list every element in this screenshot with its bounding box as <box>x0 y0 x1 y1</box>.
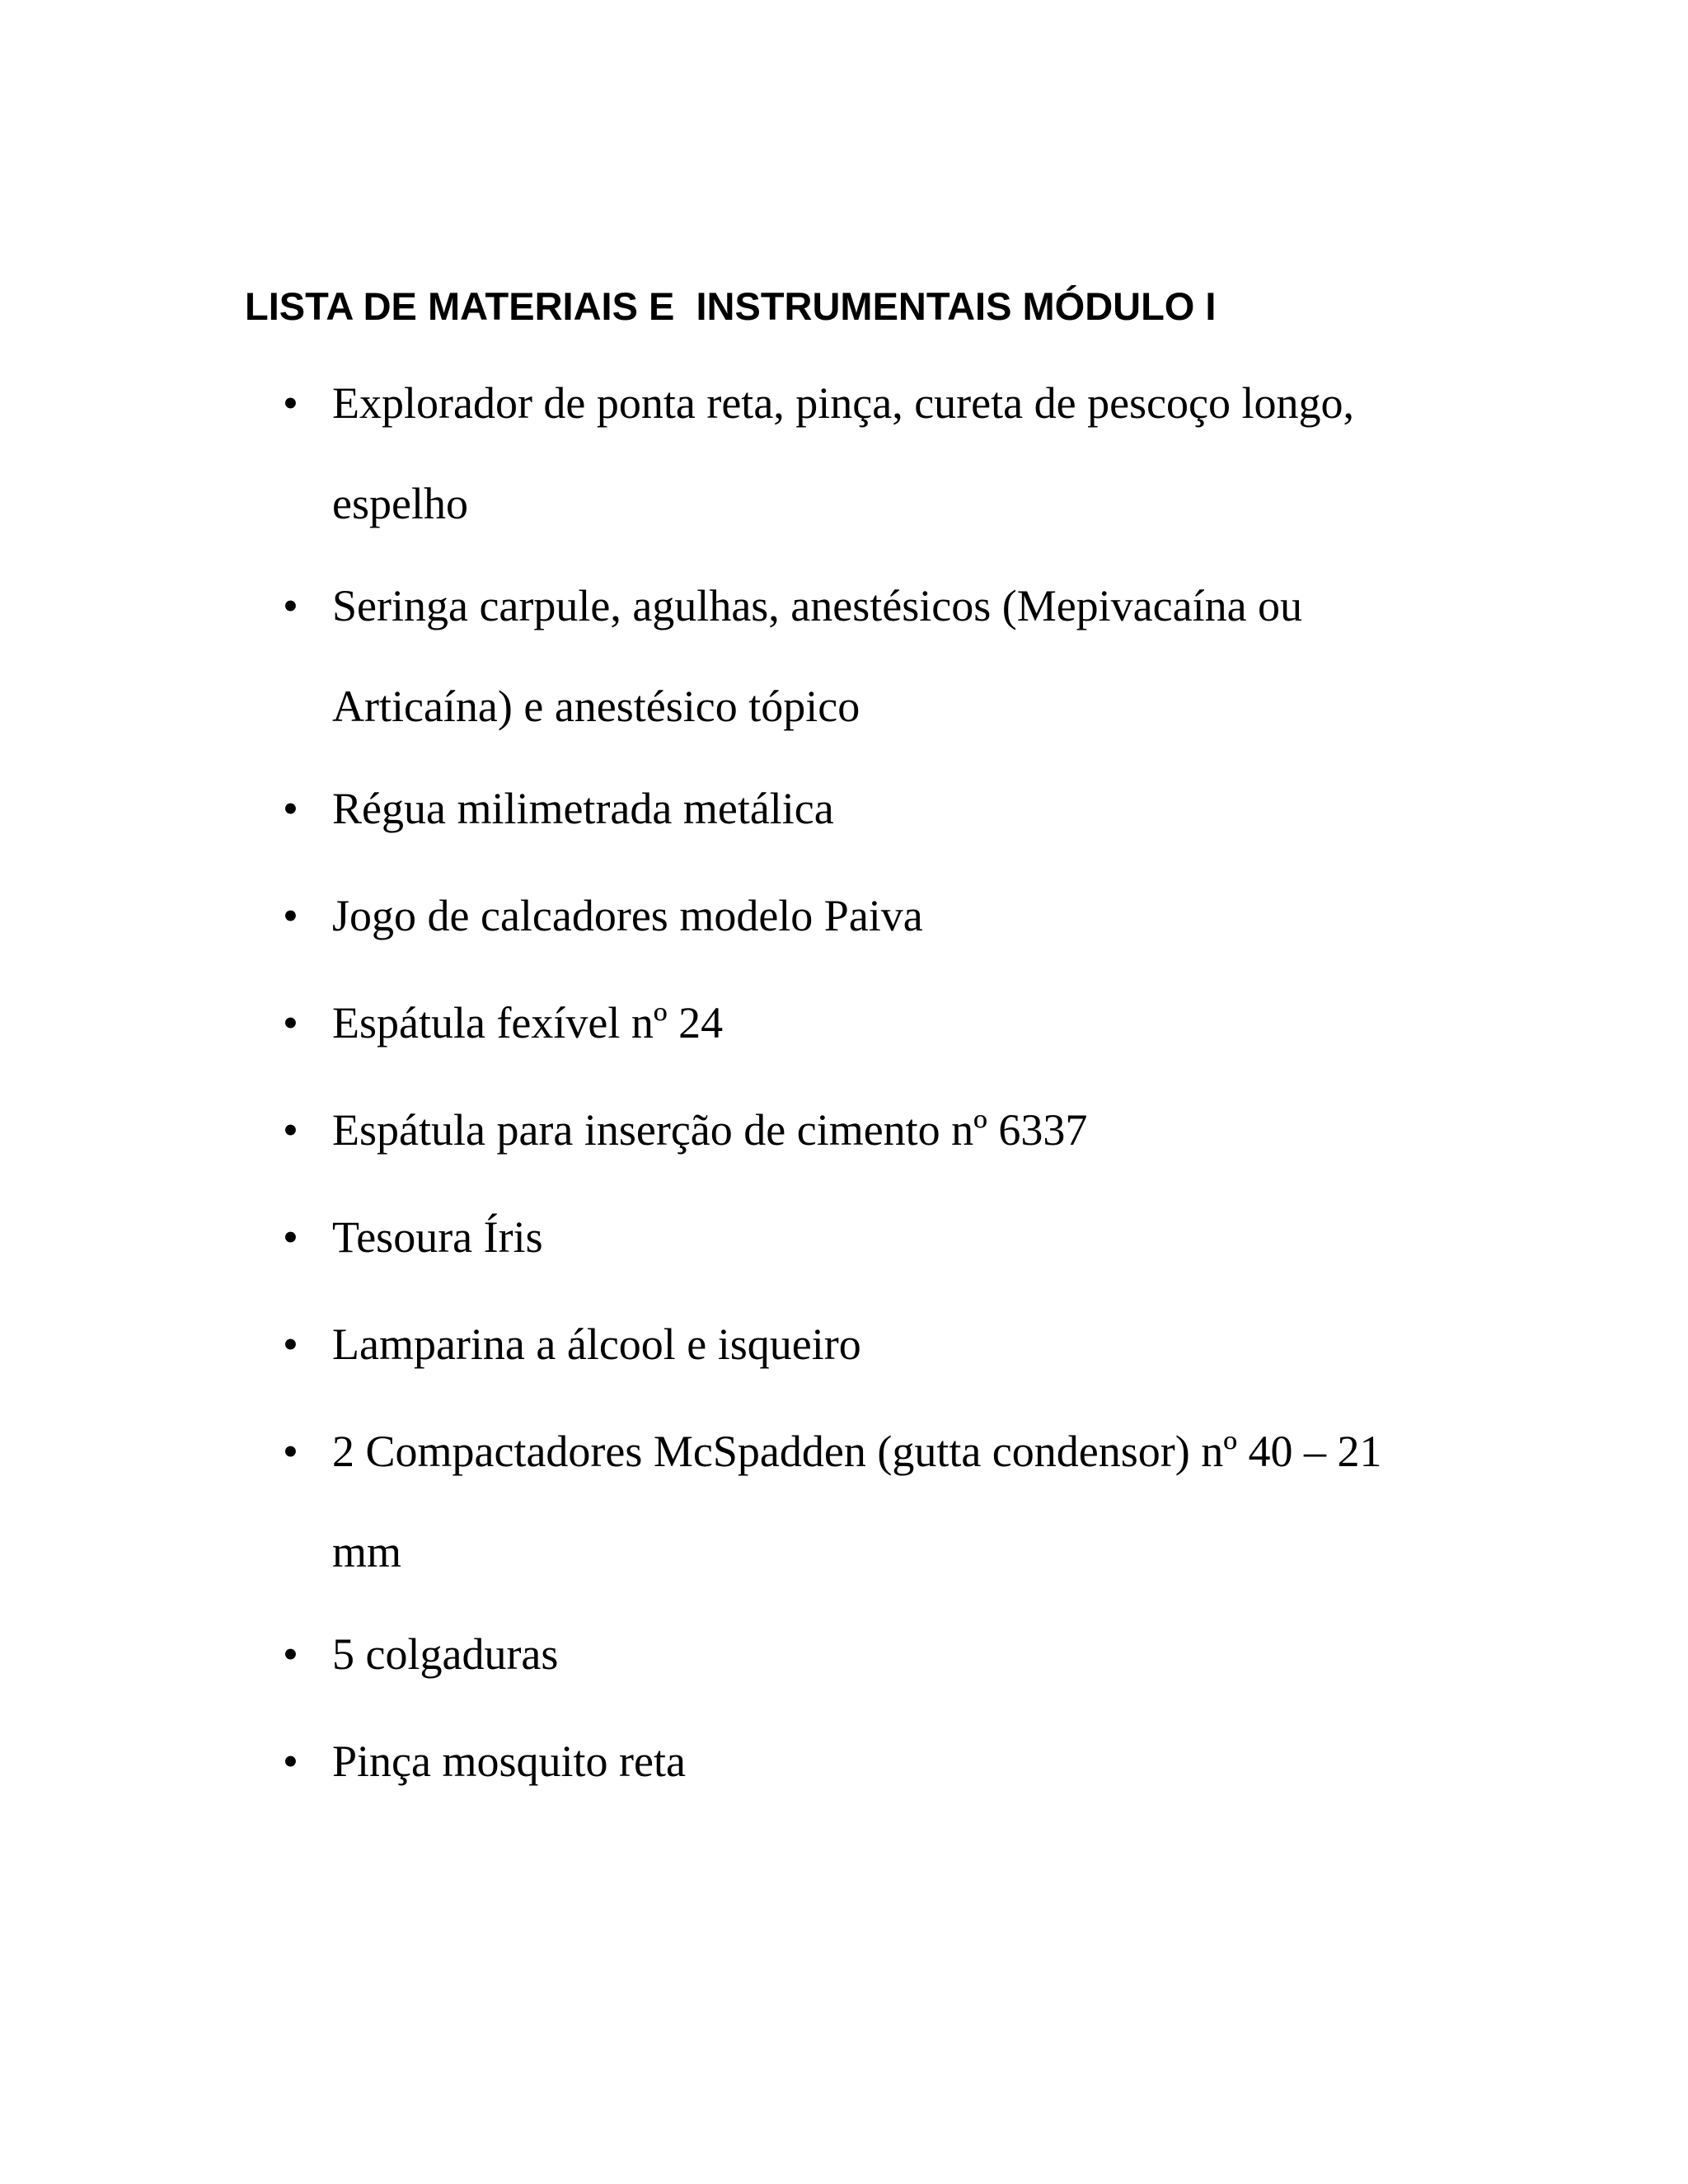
list-item-text: Pinça mosquito reta <box>332 1736 686 1786</box>
list-item-text: 2 Compactadores McSpadden (gutta condensor) nº 40 – 21 mm <box>332 1427 1382 1577</box>
bullet-icon: • <box>283 1105 298 1155</box>
bullet-icon: • <box>283 1736 298 1786</box>
bullet-icon: • <box>283 1427 298 1476</box>
bullet-icon: • <box>283 378 298 428</box>
bullet-icon: • <box>283 784 298 833</box>
list-item-text: Explorador de ponta reta, pinça, cureta de pescoço longo, espelho <box>332 378 1354 528</box>
list-item-text: Espátula para inserção de cimento nº 6337 <box>332 1105 1088 1155</box>
list-item-text: Jogo de calcadores modelo Paiva <box>332 891 923 940</box>
bullet-icon: • <box>283 998 298 1047</box>
bullet-icon: • <box>283 581 298 630</box>
bullet-icon: • <box>283 1212 298 1262</box>
list-item-text: Régua milimetrada metálica <box>332 784 834 833</box>
bullet-icon: • <box>283 1629 298 1679</box>
list-item-text: Lamparina a álcool e isqueiro <box>332 1319 861 1369</box>
list-item-text: Espátula fexível nº 24 <box>332 998 724 1047</box>
list-item-text: 5 colgaduras <box>332 1629 559 1679</box>
list-item-text: Tesoura Íris <box>332 1212 543 1262</box>
bullet-icon: • <box>283 891 298 940</box>
document-title: LISTA DE MATERIAIS E INSTRUMENTAIS MÓDULO I <box>245 284 1217 328</box>
list-item-text: Seringa carpule, agulhas, anestésicos (Mepivacaína ou Articaína) e anestésico tópico <box>332 581 1303 731</box>
bullet-icon: • <box>283 1319 298 1369</box>
